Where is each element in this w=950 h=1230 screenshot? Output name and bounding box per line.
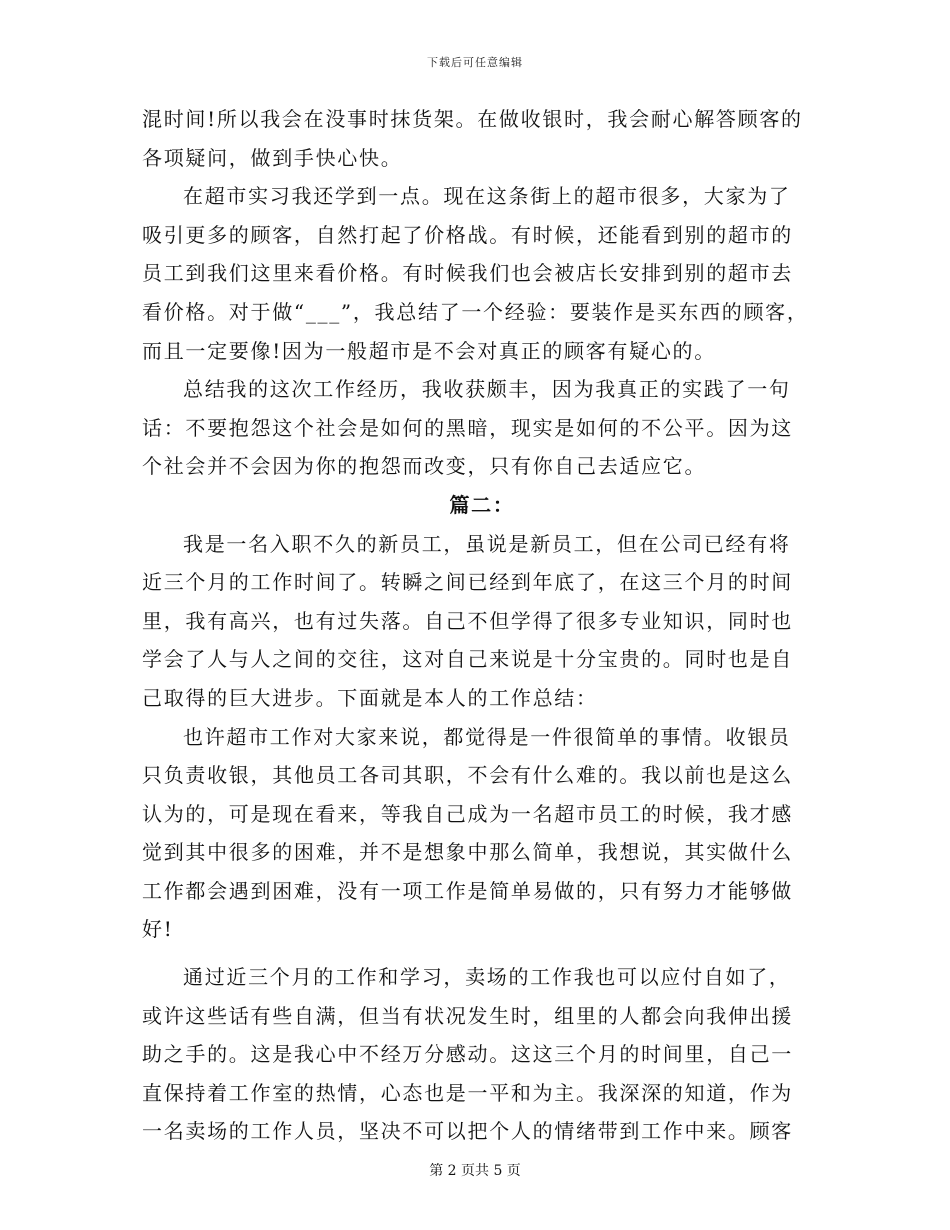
body-line: 己取得的巨大进步。下面就是本人的工作总结： xyxy=(142,685,598,710)
body-line: 我是一名入职不久的新员工，虽说是新员工，但在公司已经有将 xyxy=(183,531,791,556)
section-heading: 篇二： xyxy=(449,492,515,517)
body-line: 工作都会遇到困难，没有一项工作是简单易做的，只有努力才能够做 xyxy=(142,878,793,903)
body-line: 一名卖场的工作人员，坚决不可以把个人的情绪带到工作中来。顾客 xyxy=(142,1119,793,1144)
body-line: 吸引更多的顾客，自然打起了价格战。有时候，还能看到别的超市的 xyxy=(142,222,793,247)
body-line: 混时间!所以我会在没事时抹货架。在做收银时，我会耐心解答顾客的 xyxy=(142,107,803,131)
body-line: 里，我有高兴，也有过失落。自己不但学得了很多专业知识，同时也 xyxy=(142,608,793,633)
page-footer: 第 2 页共 5 页 xyxy=(429,1163,521,1179)
body-line: 直保持着工作室的热情，心态也是一平和为主。我深深的知道，作为 xyxy=(142,1080,793,1105)
body-line: 员工到我们这里来看价格。有时候我们也会被店长安排到别的超市去 xyxy=(142,261,793,286)
body-line: 只负责收银，其他员工各司其职，不会有什么难的。我以前也是这么 xyxy=(142,763,793,788)
body-line: 在超市实习我还学到一点。现在这条街上的超市很多，大家为了 xyxy=(183,184,791,209)
page-header: 下载后可任意编辑 xyxy=(427,56,523,69)
body-line: 也许超市工作对大家来说，都觉得是一件很简单的事情。收银员 xyxy=(183,724,791,749)
body-line: 而且一定要像!因为一般超市是不会对真正的顾客有疑心的。 xyxy=(142,338,716,363)
body-line: 觉到其中很多的困难，并不是想象中那么简单，我想说，其实做什么 xyxy=(142,840,793,865)
body-line: 通过近三个月的工作和学习，卖场的工作我也可以应付自如了， xyxy=(183,965,791,990)
document-body xyxy=(142,100,812,1151)
body-line: 或许这些话有些自满，但当有状况发生时，组里的人都会向我伸出援 xyxy=(142,1003,793,1028)
body-line: 个社会并不会因为你的抱怨而改变，只有你自己去适应它。 xyxy=(142,454,707,479)
body-line: 话：不要抱怨这个社会是如何的黑暗，现实是如何的不公平。因为这 xyxy=(142,415,793,440)
body-line: 助之手的。这是我心中不经万分感动。这这三个月的时间里，自己一 xyxy=(142,1042,793,1067)
body-line: 近三个月的工作时间了。转瞬之间已经到年底了，在这三个月的时间 xyxy=(142,570,793,595)
body-line: 看价格。对于做“___”，我总结了一个经验：要装作是买东西的顾客， xyxy=(142,299,809,324)
body-line: 认为的，可是现在看来，等我自己成为一名超市员工的时候，我才感 xyxy=(142,801,793,826)
body-line: 各项疑问，做到手快心快。 xyxy=(142,145,403,170)
body-line: 总结我的这次工作经历，我收获颇丰，因为我真正的实践了一句 xyxy=(183,377,791,402)
body-line: 好! xyxy=(142,917,174,942)
body-line: 学会了人与人之间的交往，这对自己来说是十分宝贵的。同时也是自 xyxy=(142,647,793,672)
